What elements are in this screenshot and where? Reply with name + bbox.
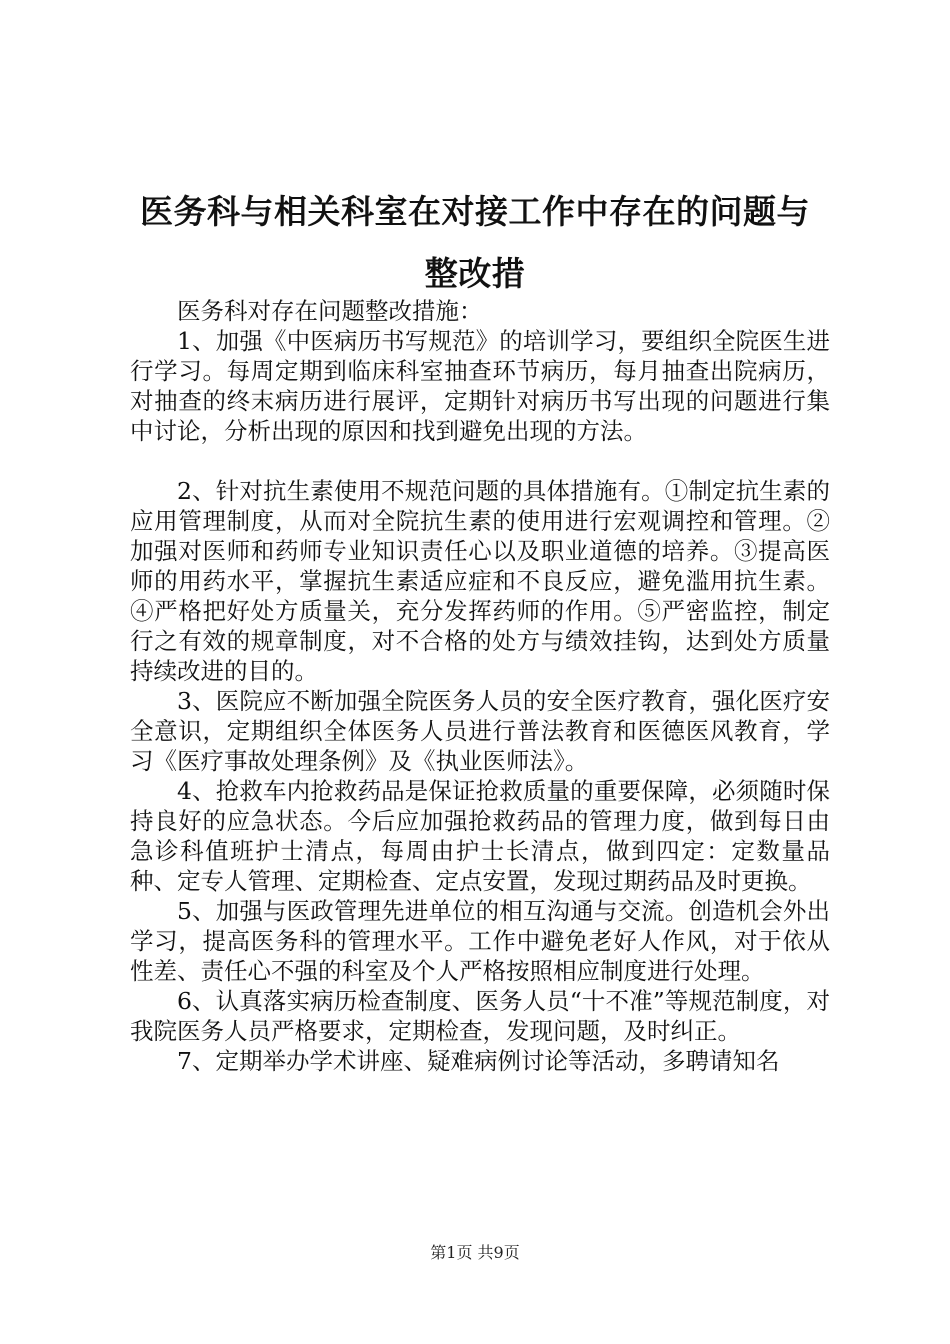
paragraph-item-7: 7、定期举办学术讲座、疑难病例讨论等活动，多聘请知名 [177, 1047, 780, 1075]
paragraph-item-3: 3、医院应不断加强全院医务人员的安全医疗教育，强化医疗安全意识，定期组织全体医务人员进行普法教育和医德医风教育，学习《医疗事故处理条例》及《执业医师法》。 [130, 687, 830, 775]
document-title-line-2: 整改措 [424, 254, 526, 293]
document-title-line-1: 医务科与相关科室在对接工作中存在的问题与 [140, 192, 810, 231]
paragraph-item-4: 4、抢救车内抢救药品是保证抢救质量的重要保障，必须随时保持良好的应急状态。今后应加强抢救药品的管理力度，做到每日由急诊科值班护士清点，每周由护士长清点，做到四定：定数量品种、定专人管理、定期检查、定点安置，发现过期药品及时更换。 [130, 777, 830, 895]
intro-paragraph: 医务科对存在问题整改措施： [177, 297, 483, 325]
page-footer: 第1页 共9页 [430, 1243, 520, 1262]
paragraph-item-1: 1、加强《中医病历书写规范》的培训学习，要组织全院医生进行学习。每周定期到临床科室抽查环节病历，每月抽查出院病历，对抽查的终末病历进行展评，定期针对病历书写出现的问题进行集中讨论，分析出现的原因和找到避免出现的方法。 [130, 327, 830, 445]
document-body [130, 296, 830, 1076]
paragraph-item-6: 6、认真落实病历检查制度、医务人员“十不准”等规范制度，对我院医务人员严格要求，定期检查，发现问题，及时纠正。 [130, 987, 830, 1045]
paragraph-item-2: 2、针对抗生素使用不规范问题的具体措施有。①制定抗生素的应用管理制度，从而对全院抗生素的使用进行宏观调控和管理。②加强对医师和药师专业知识责任心以及职业道德的培养。③提高医师的用药水平，掌握抗生素适应症和不良反应，避免滥用抗生素。④严格把好处方质量关，充分发挥药师的作用。⑤严密监控，制定行之有效的规章制度，对不合格的处方与绩效挂钩，达到处方质量持续改进的目的。 [130, 477, 830, 685]
paragraph-item-5: 5、加强与医政管理先进单位的相互沟通与交流。创造机会外出学习，提高医务科的管理水平。工作中避免老好人作风，对于依从性差、责任心不强的科室及个人严格按照相应制度进行处理。 [130, 897, 830, 985]
